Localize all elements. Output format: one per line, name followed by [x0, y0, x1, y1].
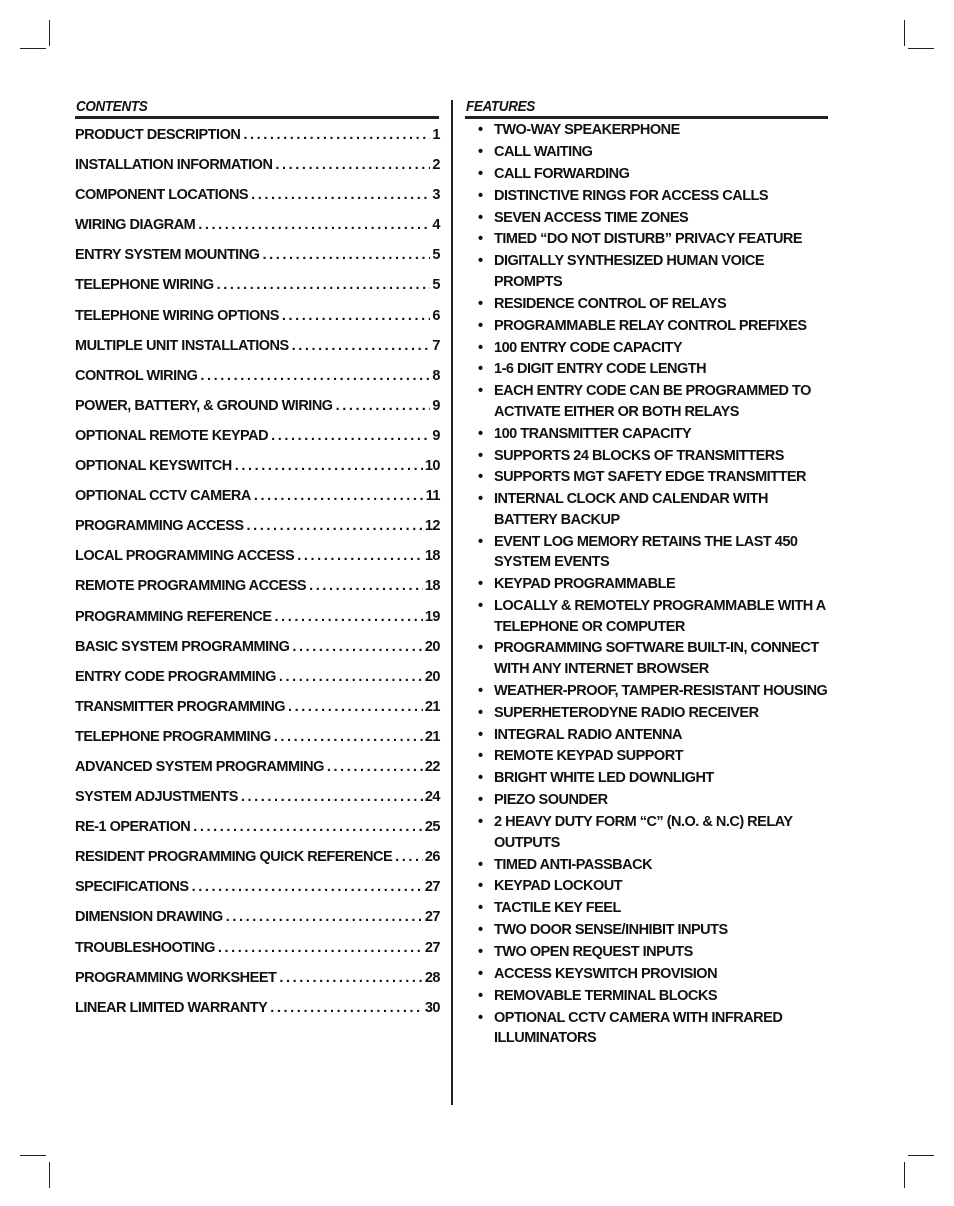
contents-entry [75, 636, 440, 666]
bullet-icon: • [478, 814, 483, 831]
contents-entry-page: 21 [424, 728, 440, 745]
feature-item [478, 359, 828, 380]
dot-leader [243, 124, 430, 146]
contents-entry-page: 11 [425, 488, 440, 505]
contents-entry-title: SYSTEM ADJUSTMENTS [75, 789, 238, 806]
contents-entry [75, 455, 440, 485]
feature-text: BRIGHT WHITE LED DOWNLIGHT [494, 770, 714, 787]
contents-entry-page: 5 [432, 247, 440, 264]
bullet-icon: • [478, 1009, 483, 1026]
contents-entry-title: WIRING DIAGRAM [75, 217, 196, 234]
dot-leader [217, 274, 431, 296]
dot-leader [226, 906, 423, 928]
feature-text: TWO DOOR SENSE/INHIBIT INPUTS [494, 922, 728, 939]
bullet-icon: • [478, 447, 483, 464]
feature-item [478, 532, 828, 573]
bullet-icon: • [478, 122, 483, 138]
feature-text: DIGITALLY SYNTHESIZED HUMAN VOICE PROMPTS [494, 253, 765, 290]
feature-item [478, 424, 828, 445]
bullet-icon: • [478, 682, 483, 699]
crop-mark [20, 1155, 46, 1156]
contents-entry-title: RE-1 OPERATION [75, 819, 191, 836]
contents-entry [75, 274, 440, 304]
bullet-icon: • [478, 748, 483, 765]
dot-leader [235, 455, 423, 477]
dot-leader [262, 244, 430, 266]
contents-entry-title: OPTIONAL KEYSWITCH [75, 458, 232, 475]
bullet-icon: • [478, 231, 483, 248]
bullet-icon: • [478, 922, 483, 939]
contents-entry-title: RESIDENT PROGRAMMING QUICK REFERENCE [75, 849, 393, 866]
feature-item [478, 446, 828, 467]
contents-entry [75, 846, 440, 876]
feature-item [478, 596, 828, 637]
feature-text: SUPERHETERODYNE RADIO RECEIVER [494, 704, 759, 721]
feature-item [478, 703, 828, 724]
feature-text: TIMED ANTI-PASSBACK [494, 856, 653, 873]
feature-item [478, 986, 828, 1007]
bullet-icon: • [478, 383, 483, 400]
contents-entry [75, 816, 440, 846]
feature-item [478, 746, 828, 767]
contents-entry [75, 154, 440, 184]
contents-entry-title: ENTRY CODE PROGRAMMING [75, 668, 276, 685]
contents-entry-title: LOCAL PROGRAMMING ACCESS [75, 548, 295, 565]
feature-item [478, 1008, 828, 1049]
dot-leader [200, 365, 430, 387]
feature-item [478, 164, 828, 185]
feature-item [478, 142, 828, 163]
contents-entry [75, 726, 440, 756]
contents-entry-page: 20 [424, 638, 440, 655]
feature-item [478, 294, 828, 315]
contents-entry-page: 7 [432, 337, 440, 354]
bullet-icon: • [478, 209, 483, 226]
dot-leader [292, 636, 422, 658]
feature-text: PROGRAMMABLE RELAY CONTROL PREFIXES [494, 317, 807, 334]
contents-entry-page: 27 [424, 879, 440, 896]
features-heading-rule [465, 116, 828, 119]
feature-text: EVENT LOG MEMORY RETAINS THE LAST 450 SYSTEM EVENTS [494, 533, 798, 571]
bullet-icon: • [478, 469, 483, 486]
dot-leader [218, 937, 423, 959]
contents-entry-title: OPTIONAL CCTV CAMERA [75, 488, 251, 505]
feature-item [478, 120, 828, 141]
feature-text: WEATHER-PROOF, TAMPER-RESISTANT HOUSING [494, 682, 828, 699]
feature-text: KEYPAD PROGRAMMABLE [494, 576, 676, 593]
feature-text: EACH ENTRY CODE CAN BE PROGRAMMED TO ACTIVATE EITHER OR BOTH RELAYS [494, 383, 811, 420]
feature-text: 2 HEAVY DUTY FORM “C” (N.O. & N.C) RELAY OUTPUTS [494, 814, 793, 851]
contents-entry [75, 365, 440, 395]
contents-entry-page: 27 [424, 939, 440, 956]
feature-text: SUPPORTS 24 BLOCKS OF TRANSMITTERS [494, 447, 784, 464]
feature-text: 100 ENTRY CODE CAPACITY [494, 339, 683, 356]
dot-leader [327, 756, 423, 778]
contents-heading-rule [75, 116, 439, 119]
feature-text: TIMED “DO NOT DISTURB” PRIVACY FEATURE [494, 231, 803, 248]
feature-item [478, 229, 828, 250]
dot-leader [297, 545, 423, 567]
feature-text: INTEGRAL RADIO ANTENNA [494, 726, 682, 743]
contents-entry [75, 997, 440, 1027]
contents-entry [75, 575, 440, 605]
bullet-icon: • [478, 966, 483, 982]
dot-leader [279, 666, 423, 688]
contents-entry-page: 19 [424, 608, 440, 625]
contents-entry-page: 25 [424, 819, 440, 836]
crop-mark [908, 1155, 934, 1156]
feature-text: KEYPAD LOCKOUT [494, 878, 623, 895]
feature-item [478, 208, 828, 229]
contents-entry-page: 24 [424, 789, 440, 806]
contents-entry-page: 9 [432, 397, 440, 414]
contents-entry-title: TELEPHONE WIRING [75, 277, 214, 294]
contents-entry [75, 515, 440, 545]
dot-leader [270, 997, 423, 1019]
contents-entry [75, 395, 440, 425]
features-heading: FEATURES [466, 98, 535, 115]
contents-entry [75, 967, 440, 997]
contents-entry-page: 30 [424, 999, 440, 1016]
contents-entry-title: REMOTE PROGRAMMING ACCESS [75, 578, 307, 595]
contents-entry [75, 244, 440, 274]
contents-entry-page: 9 [432, 427, 440, 444]
contents-entry [75, 666, 440, 696]
bullet-icon: • [478, 491, 483, 508]
dot-leader [254, 485, 424, 507]
feature-text: SUPPORTS MGT SAFETY EDGE TRANSMITTER [494, 469, 807, 486]
contents-heading: CONTENTS [76, 98, 148, 115]
contents-entry-title: TELEPHONE PROGRAMMING [75, 728, 271, 745]
contents-entry-page: 4 [432, 217, 440, 234]
bullet-icon: • [478, 576, 483, 593]
feature-item [478, 638, 828, 679]
dot-leader [271, 425, 430, 447]
contents-entry-page: 18 [424, 578, 440, 595]
contents-entry-title: PRODUCT DESCRIPTION [75, 127, 241, 143]
feature-text: DISTINCTIVE RINGS FOR ACCESS CALLS [494, 187, 769, 204]
crop-mark [20, 48, 46, 49]
feature-text: ACCESS KEYSWITCH PROVISION [494, 966, 718, 982]
contents-entry [75, 545, 440, 575]
feature-text: RESIDENCE CONTROL OF RELAYS [494, 295, 727, 312]
bullet-icon: • [478, 253, 483, 270]
dot-leader [193, 816, 423, 838]
feature-item [478, 467, 828, 488]
contents-entry [75, 906, 440, 936]
bullet-icon: • [478, 143, 483, 160]
contents-entry-title: PROGRAMMING WORKSHEET [75, 969, 277, 986]
feature-item [478, 964, 828, 985]
dot-leader [251, 184, 430, 206]
bullet-icon: • [478, 878, 483, 895]
contents-entry [75, 305, 440, 335]
column-divider [451, 100, 453, 1105]
bullet-icon: • [478, 770, 483, 787]
bullet-icon: • [478, 792, 483, 809]
contents-entry-page: 2 [432, 157, 440, 174]
dot-leader [247, 515, 423, 537]
contents-entry-title: CONTROL WIRING [75, 367, 198, 384]
dot-leader [395, 846, 423, 868]
bullet-icon: • [478, 856, 483, 873]
feature-item [478, 812, 828, 853]
contents-entry-title: SPECIFICATIONS [75, 879, 189, 896]
feature-text: TACTILE KEY FEEL [494, 900, 621, 917]
bullet-icon: • [478, 339, 483, 356]
dot-leader [279, 967, 423, 989]
feature-text: REMOVABLE TERMINAL BLOCKS [494, 987, 717, 1004]
bullet-icon: • [478, 900, 483, 917]
crop-mark [904, 20, 905, 46]
contents-entry-title: PROGRAMMING REFERENCE [75, 608, 272, 625]
contents-entry [75, 124, 440, 154]
feature-text: REMOTE KEYPAD SUPPORT [494, 748, 684, 765]
contents-entry-page: 20 [424, 668, 440, 685]
feature-item [478, 790, 828, 811]
contents-entry-page: 8 [432, 367, 440, 384]
contents-entry-title: PROGRAMMING ACCESS [75, 518, 244, 535]
contents-entry-title: ADVANCED SYSTEM PROGRAMMING [75, 758, 324, 775]
contents-entry-page: 12 [424, 518, 440, 535]
feature-text: 100 TRANSMITTER CAPACITY [494, 425, 692, 442]
feature-text: 1-6 DIGIT ENTRY CODE LENGTH [494, 361, 707, 378]
feature-item [478, 876, 828, 897]
contents-entry-page: 10 [424, 458, 440, 475]
bullet-icon: • [478, 704, 483, 721]
contents-entry [75, 606, 440, 636]
feature-text: TWO OPEN REQUEST INPUTS [494, 944, 693, 961]
feature-text: TWO-WAY SPEAKERPHONE [494, 122, 680, 138]
bullet-icon: • [478, 425, 483, 442]
feature-item [478, 338, 828, 359]
features-list [478, 120, 828, 1050]
contents-entry-page: 18 [424, 548, 440, 565]
contents-entry [75, 786, 440, 816]
bullet-icon: • [478, 295, 483, 312]
feature-text: INTERNAL CLOCK AND CALENDAR WITH BATTERY BACKUP [494, 491, 768, 528]
dot-leader [336, 395, 431, 417]
contents-entry-page: 26 [424, 849, 440, 866]
contents-entry-page: 21 [424, 698, 440, 715]
contents-entry [75, 876, 440, 906]
crop-mark [908, 48, 934, 49]
contents-entry-page: 27 [424, 909, 440, 926]
feature-item [478, 381, 828, 422]
crop-mark [49, 1162, 50, 1188]
bullet-icon: • [478, 317, 483, 334]
contents-entry-title: OPTIONAL REMOTE KEYPAD [75, 427, 269, 444]
feature-text: OPTIONAL CCTV CAMERA WITH INFRARED ILLUMINATORS [494, 1009, 783, 1047]
feature-item [478, 855, 828, 876]
dot-leader [275, 606, 423, 628]
feature-item [478, 768, 828, 789]
contents-entry-page: 6 [432, 307, 440, 324]
contents-entry [75, 696, 440, 726]
feature-text: PROGRAMMING SOFTWARE BUILT-IN, CONNECT WITH ANY INTERNET BROWSER [494, 640, 819, 677]
bullet-icon: • [478, 640, 483, 657]
feature-text: SEVEN ACCESS TIME ZONES [494, 209, 689, 226]
crop-mark [904, 1162, 905, 1188]
feature-item [478, 574, 828, 595]
contents-entry-title: TELEPHONE WIRING OPTIONS [75, 307, 279, 324]
bullet-icon: • [478, 987, 483, 1004]
feature-text: CALL WAITING [494, 143, 593, 160]
bullet-icon: • [478, 187, 483, 204]
feature-item [478, 186, 828, 207]
crop-mark [49, 20, 50, 46]
bullet-icon: • [478, 533, 483, 550]
dot-leader [275, 154, 430, 176]
feature-item [478, 489, 828, 530]
contents-entry-page: 1 [432, 127, 440, 143]
contents-entry-title: COMPONENT LOCATIONS [75, 187, 249, 204]
dot-leader [198, 214, 430, 236]
contents-entry-title: DIMENSION DRAWING [75, 909, 223, 926]
bullet-icon: • [478, 598, 483, 615]
contents-entry [75, 184, 440, 214]
contents-entry [75, 214, 440, 244]
dot-leader [292, 335, 431, 357]
contents-entry-title: MULTIPLE UNIT INSTALLATIONS [75, 337, 289, 354]
feature-item [478, 725, 828, 746]
contents-entry [75, 756, 440, 786]
bullet-icon: • [478, 361, 483, 378]
feature-item [478, 681, 828, 702]
contents-entry-title: BASIC SYSTEM PROGRAMMING [75, 638, 290, 655]
feature-text: LOCALLY & REMOTELY PROGRAMMABLE WITH A TELEPHONE OR COMPUTER [494, 598, 826, 635]
dot-leader [309, 575, 423, 597]
dot-leader [274, 726, 423, 748]
contents-entry-title: TROUBLESHOOTING [75, 939, 215, 956]
feature-item [478, 920, 828, 941]
contents-list [75, 124, 440, 1027]
dot-leader [282, 305, 431, 327]
contents-entry [75, 937, 440, 967]
feature-text: PIEZO SOUNDER [494, 792, 608, 809]
contents-entry-page: 28 [424, 969, 440, 986]
feature-item [478, 898, 828, 919]
feature-item [478, 251, 828, 292]
bullet-icon: • [478, 944, 483, 961]
contents-entry [75, 485, 440, 515]
contents-entry-title: INSTALLATION INFORMATION [75, 157, 273, 174]
contents-entry-page: 3 [432, 187, 440, 204]
dot-leader [241, 786, 423, 808]
feature-item [478, 942, 828, 963]
contents-entry-title: POWER, BATTERY, & GROUND WIRING [75, 397, 333, 414]
bullet-icon: • [478, 165, 483, 182]
feature-item [478, 316, 828, 337]
contents-entry [75, 335, 440, 365]
dot-leader [288, 696, 423, 718]
contents-entry-title: LINEAR LIMITED WARRANTY [75, 999, 268, 1016]
contents-entry-title: TRANSMITTER PROGRAMMING [75, 698, 286, 715]
contents-entry [75, 425, 440, 455]
bullet-icon: • [478, 726, 483, 743]
contents-entry-page: 5 [432, 277, 440, 294]
dot-leader [192, 876, 423, 898]
contents-entry-title: ENTRY SYSTEM MOUNTING [75, 247, 260, 264]
contents-entry-page: 22 [424, 758, 440, 775]
feature-text: CALL FORWARDING [494, 165, 630, 182]
